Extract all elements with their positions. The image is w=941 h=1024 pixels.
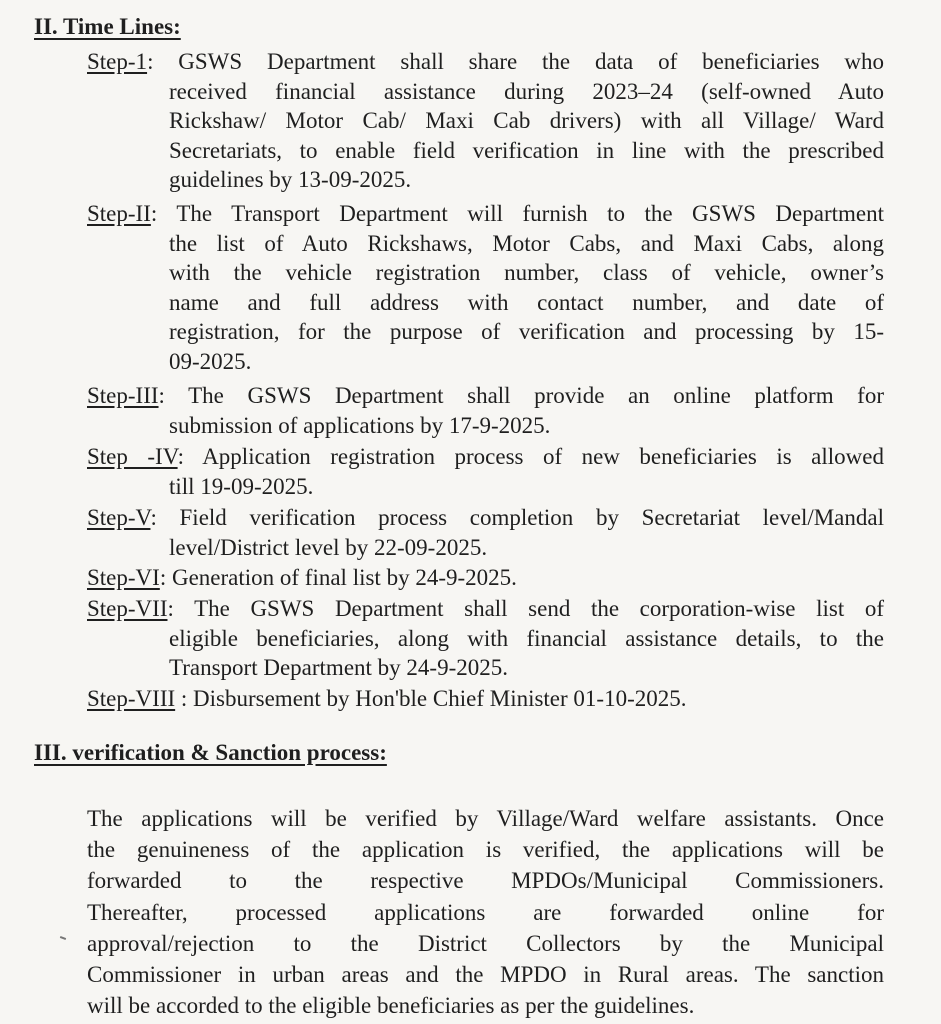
step-label: Step-II [87, 201, 151, 226]
step-line: received financial assistance during 2023–24 (self-owned Auto [169, 78, 884, 104]
paragraph-line: Commissioner in urban areas and the MPDO in Rural areas. The sanction [87, 962, 884, 988]
step-line: level/District level by 22-09-2025. [169, 534, 488, 560]
step-label: Step -IV [87, 444, 178, 469]
step-1 [87, 47, 884, 195]
step-label: Step-VI [87, 565, 160, 590]
step-v [87, 503, 884, 562]
step-line: Step-II: The Transport Department will furnish to the GSWS Department [87, 201, 884, 226]
step-iv [87, 442, 884, 501]
step-label: Step-III [87, 383, 159, 408]
scan-mark [60, 936, 66, 940]
step-line: Transport Department by 24-9-2025. [169, 655, 508, 680]
step-line: registration, for the purpose of verification and processing by 15- [169, 319, 884, 344]
step-line: eligible beneficiaries, along with financial assistance details, to the [169, 625, 884, 651]
step-line: Rickshaw/ Motor Cab/ Maxi Cab drivers) with all Village/ Ward [169, 108, 884, 133]
step-viii [87, 684, 884, 714]
step-label: Step-VIII [87, 686, 176, 711]
paragraph-line: the genuineness of the application is verified, the applications will be [87, 837, 884, 863]
step-line: Step-III: The GSWS Department shall provide an online platform for [87, 383, 884, 408]
verification-paragraph [87, 803, 884, 1021]
paragraph-line: forwarded to the respective MPDOs/Municipal Commissioners. [87, 868, 884, 894]
step-line: 09-2025. [169, 348, 252, 374]
step-iii [87, 381, 884, 440]
paragraph-line: The applications will be verified by Village/Ward welfare assistants. Once [87, 806, 884, 831]
step-vi [87, 563, 884, 593]
step-line: Step -IV: Application registration process of new beneficiaries is allowed [87, 444, 884, 469]
step-label: Step-1 [87, 49, 148, 74]
step-line: till 19-09-2025. [169, 473, 314, 499]
step-vii [87, 594, 884, 683]
step-line: Secretariats, to enable field verification in line with the prescribed [169, 137, 884, 163]
step-line: with the vehicle registration number, class of vehicle, owner’s [169, 260, 884, 285]
paragraph-line: approval/rejection to the District Collectors by the Municipal [87, 930, 884, 956]
step-ii [87, 199, 884, 376]
paragraph-line: will be accorded to the eligible beneficiaries as per the guidelines. [87, 993, 695, 1019]
step-line: Step-VI: Generation of final list by 24-9-2025. [87, 565, 517, 590]
step-line: Step-VII: The GSWS Department shall send the corporation-wise list of [87, 596, 884, 621]
section-heading-verification: III. verification & Sanction process: [34, 740, 387, 765]
step-label: Step-VII [87, 596, 168, 621]
paragraph-line: Thereafter, processed applications are forwarded online for [87, 899, 884, 925]
step-line: the list of Auto Rickshaws, Motor Cabs, and Maxi Cabs, along [169, 230, 884, 256]
step-line: Step-VIII : Disbursement by Hon'ble Chief Minister 01-10-2025. [87, 686, 687, 711]
step-line: submission of applications by 17-9-2025. [169, 412, 551, 438]
step-line: guidelines by 13-09-2025. [169, 167, 412, 192]
step-line: name and full address with contact number, and date of [169, 289, 884, 315]
section-heading-time-lines: II. Time Lines: [34, 14, 181, 39]
step-line: Step-V: Field verification process completion by Secretariat level/Mandal [87, 505, 884, 530]
step-label: Step-V [87, 505, 151, 530]
step-line: Step-1: GSWS Department shall share the data of beneficiaries who [87, 49, 884, 74]
